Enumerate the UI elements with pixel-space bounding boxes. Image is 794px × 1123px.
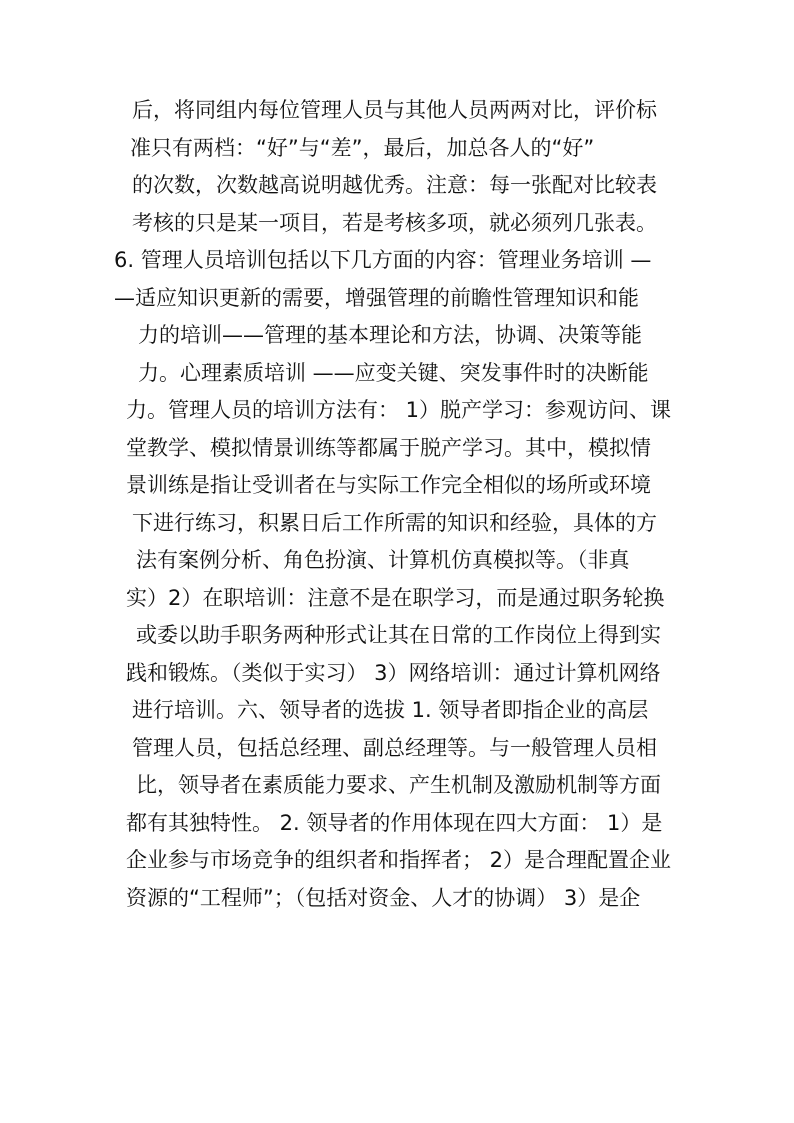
body-text xyxy=(114,92,676,917)
text-line: 准只有两档：“好”与“差”，最后，加总各人的“好” xyxy=(130,135,595,160)
text-line: 下进行练习，积累日后工作所需的知识和经验，具体的方 xyxy=(132,510,657,535)
text-line: 景训练是指让受训者在与实际工作完全相似的场所或环境 xyxy=(126,473,651,497)
text-line: 实）2）在职培训：注意不是在职学习，而是通过职务轮换 xyxy=(126,585,665,610)
text-line: 企业参与市场竞争的组织者和指挥者； 2）是合理配置企业 xyxy=(126,848,672,872)
text-line: 资源的“工程师”；（包括对资金、人才的协调） 3）是企 xyxy=(126,885,641,910)
text-line: —适应知识更新的需要，增强管理的前瞻性管理知识和能 xyxy=(114,285,639,310)
text-line: 或委以助手职务两种形式让其在日常的工作岗位上得到实 xyxy=(136,623,661,647)
text-line: 都有其独特性。 2. 领导者的作用体现在四大方面： 1）是 xyxy=(126,810,663,835)
text-line: 考核的只是某一项目，若是考核多项，就必须列几张表。 xyxy=(132,210,657,235)
text-line: 力。心理素质培训 ——应变关键、突发事件时的决断能 xyxy=(138,360,649,385)
text-line: 践和锻炼。（类似于实习） 3）网络培训：通过计算机网络 xyxy=(126,660,661,685)
text-line: 力的培训——管理的基本理论和方法，协调、决策等能 xyxy=(138,323,642,347)
text-line: 堂教学、模拟情景训练等都属于脱产学习。其中，模拟情 xyxy=(126,435,651,460)
text-line: 的次数，次数越高说明越优秀。注意：每一张配对比较表 xyxy=(132,173,657,197)
text-line: 法有案例分析、角色扮演、计算机仿真模拟等。（非真 xyxy=(136,548,630,572)
text-line: 管理人员，包括总经理、副总经理等。与一般管理人员相 xyxy=(132,735,657,760)
text-line: 后，将同组内每位管理人员与其他人员两两对比，评价标 xyxy=(132,98,657,122)
text-line: 进行培训。六、领导者的选拔 1. 领导者即指企业的高层 xyxy=(132,698,649,722)
text-line: 6. 管理人员培训包括以下几方面的内容：管理业务培训 — xyxy=(114,248,652,272)
text-line: 力。管理人员的培训方法有： 1）脱产学习：参观访问、课 xyxy=(126,398,672,422)
text-line: 比，领导者在素质能力要求、产生机制及激励机制等方面 xyxy=(136,773,661,797)
